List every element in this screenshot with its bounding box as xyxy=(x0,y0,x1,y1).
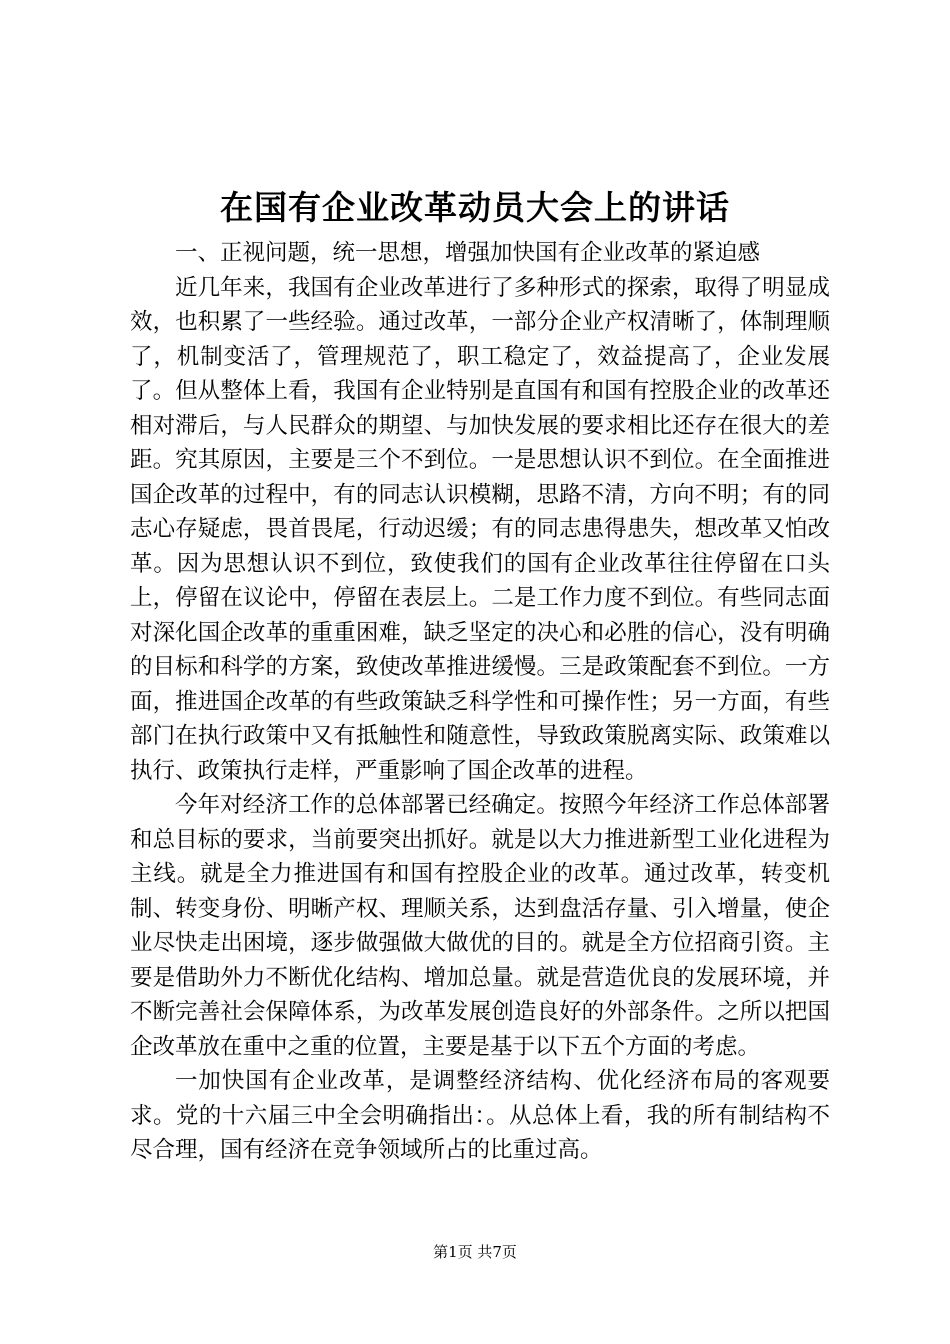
page-number-footer: 第1页 共7页 xyxy=(433,1243,517,1261)
section-heading-paragraph: 一、正视问题，统一思想，增强加快国有企业改革的紧迫感 xyxy=(175,240,761,266)
body-paragraph: 近几年来，我国有企业改革进行了多种形式的探索，取得了明显成效，也积累了一些经验。通过改革，一部分企业产权清晰了，体制理顺了，机制变活了，管理规范了，职工稳定了，效益提高了，企业发展了。但从整体上看，我国有企业特别是直国有和国有控股企业的改革还相对滞后，与人民群众的期望、与加快发展的要求相比还存在很大的差距。究其原因，主要是三个不到位。一是思想认识不到位。在全面推进国企改革的过程中，有的同志认识模糊，思路不清，方向不明；有的同志心存疑虑，畏首畏尾，行动迟缓；有的同志患得患失，想改革又怕改革。因为思想认识不到位，致使我们的国有企业改革往往停留在口头上，停留在议论中，停留在表层上。二是工作力度不到位。有些同志面对深化国企改革的重重困难，缺乏坚定的决心和必胜的信心，没有明确的目标和科学的方案，致使改革推进缓慢。三是政策配套不到位。一方面，推进国企改革的有些政策缺乏科学性和可操作性；另一方面，有些部门在执行政策中又有抵触性和随意性，导致政策脱离实际、政策难以执行、政策执行走样，严重影响了国企改革的进程。 xyxy=(130,274,830,784)
document-body xyxy=(130,236,830,1168)
body-paragraph: 一加快国有企业改革，是调整经济结构、优化经济布局的客观要求。党的十六届三中全会明确指出：。从总体上看，我的所有制结构不尽合理，国有经济在竞争领域所占的比重过高。 xyxy=(130,1068,830,1163)
body-paragraph: 今年对经济工作的总体部署已经确定。按照今年经济工作总体部署和总目标的要求，当前要突出抓好。就是以大力推进新型工业化进程为主线。就是全力推进国有和国有控股企业的改革。通过改革，转变机制、转变身份、明晰产权、理顺关系，达到盘活存量、引入增量，使企业尽快走出困境，逐步做强做大做优的目的。就是全方位招商引资。主要是借助外力不断优化结构、增加总量。就是营造优良的发展环境，并不断完善社会保障体系，为改革发展创造良好的外部条件。之所以把国企改革放在重中之重的位置，主要是基于以下五个方面的考虑。 xyxy=(130,792,830,1060)
document-title: 在国有企业改革动员大会上的讲话 xyxy=(220,188,730,227)
